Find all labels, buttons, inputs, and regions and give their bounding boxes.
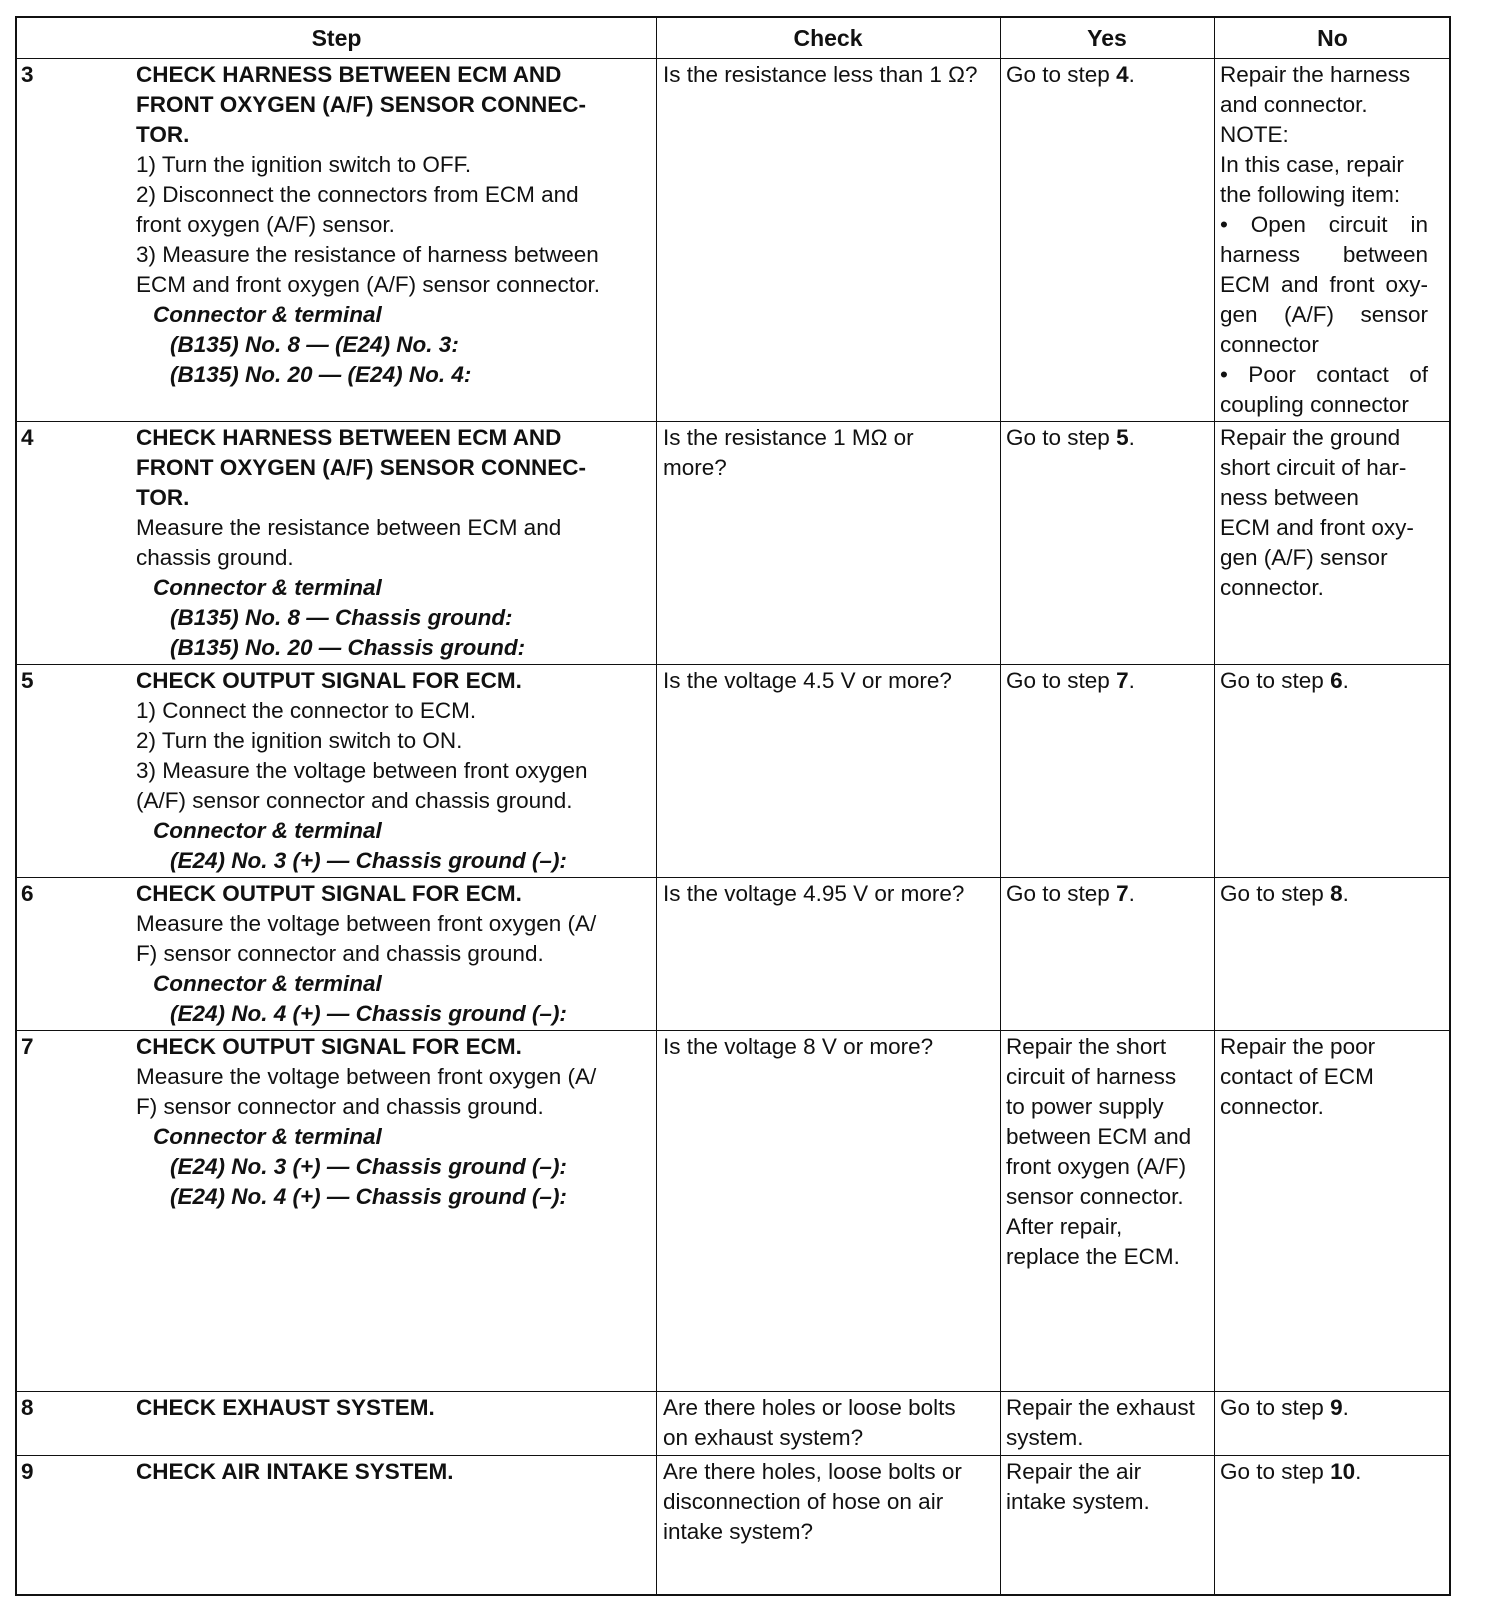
step-reference: 6: [1330, 668, 1343, 693]
period: .: [1342, 1395, 1349, 1420]
yes-action: [1006, 60, 1135, 90]
no-action: [1220, 60, 1428, 420]
period: .: [1128, 62, 1135, 87]
yes-line: Repair the air: [1006, 1459, 1142, 1484]
connector-terminal-line: (E24) No. 4 (+) — Chassis ground (–):: [170, 1001, 567, 1026]
step-reference: 4: [1116, 62, 1129, 87]
connector-terminal-line: (B135) No. 20 — (E24) No. 4:: [170, 362, 472, 387]
no-line: In this case, repair: [1220, 152, 1404, 177]
no-line: contact of ECM: [1220, 1064, 1374, 1089]
check-line: disconnection of hose on air: [663, 1489, 944, 1514]
step-title-line: CHECK OUTPUT SIGNAL FOR ECM.: [136, 668, 522, 693]
step-body-line: 2) Turn the ignition switch to ON.: [136, 728, 463, 753]
step-body-line: Measure the voltage between front oxygen (A/: [136, 1064, 597, 1089]
step-body-line: chassis ground.: [136, 545, 294, 570]
yes-line: [1006, 60, 1135, 90]
no-line: [1220, 879, 1349, 909]
yes-action: [1006, 1032, 1191, 1272]
step-number: 7: [21, 1034, 34, 1059]
check-line: on exhaust system?: [663, 1425, 864, 1450]
yes-action: [1006, 666, 1135, 696]
connector-heading: Connector & terminal: [153, 971, 382, 996]
step-title-line: FRONT OXYGEN (A/F) SENSOR CONNEC-: [136, 92, 587, 117]
step-number: 5: [21, 668, 34, 693]
step-title-line: CHECK OUTPUT SIGNAL FOR ECM.: [136, 1034, 522, 1059]
yes-line: Repair the short: [1006, 1034, 1167, 1059]
no-line: ness between: [1220, 485, 1359, 510]
no-action: [1220, 423, 1414, 603]
no-line: ECM and front oxy-: [1220, 272, 1428, 297]
row-divider: [17, 58, 1449, 59]
step-title-line: CHECK HARNESS BETWEEN ECM AND: [136, 425, 562, 450]
period: .: [1342, 668, 1349, 693]
yes-line: After repair,: [1006, 1214, 1123, 1239]
no-line: connector.: [1220, 1094, 1324, 1119]
step-body-line: F) sensor connector and chassis ground.: [136, 1094, 544, 1119]
step-title-line: CHECK AIR INTAKE SYSTEM.: [136, 1459, 454, 1484]
yes-line: front oxygen (A/F): [1006, 1154, 1187, 1179]
row-divider: [17, 1391, 1449, 1392]
no-action: [1220, 879, 1349, 909]
connector-terminal-line: (E24) No. 3 (+) — Chassis ground (–):: [170, 848, 567, 873]
connector-heading: Connector & terminal: [153, 575, 382, 600]
row-divider: [17, 1455, 1449, 1456]
connector-terminal-line: (E24) No. 4 (+) — Chassis ground (–):: [170, 1184, 567, 1209]
column-divider: [656, 18, 657, 1594]
yes-line: system.: [1006, 1425, 1084, 1450]
no-line: gen (A/F) sensor: [1220, 302, 1428, 327]
step-number: 9: [21, 1459, 34, 1484]
step-reference: 8: [1330, 881, 1343, 906]
period: .: [1342, 881, 1349, 906]
no-action: [1220, 1393, 1349, 1423]
yes-line: circuit of harness: [1006, 1064, 1177, 1089]
check-line: more?: [663, 455, 727, 480]
check-line: Is the voltage 8 V or more?: [663, 1034, 934, 1059]
step-title-line: FRONT OXYGEN (A/F) SENSOR CONNEC-: [136, 455, 587, 480]
go-to-text: Go to step: [1220, 1395, 1331, 1420]
header-yes: Yes: [1087, 25, 1127, 51]
yes-line: [1006, 666, 1135, 696]
yes-line: sensor connector.: [1006, 1184, 1184, 1209]
no-line: short circuit of har-: [1220, 455, 1407, 480]
no-line: connector: [1220, 332, 1319, 357]
step-description: [136, 60, 600, 390]
check-text: [663, 423, 914, 483]
connector-terminal-line: (B135) No. 20 — Chassis ground:: [170, 635, 526, 660]
header-no: No: [1317, 25, 1348, 51]
no-line: coupling connector: [1220, 392, 1409, 417]
connector-terminal-line: (B135) No. 8 — Chassis ground:: [170, 605, 513, 630]
check-line: Are there holes, loose bolts or: [663, 1459, 962, 1484]
step-reference: 7: [1116, 881, 1129, 906]
no-line: [1220, 1457, 1361, 1487]
row-divider: [17, 1030, 1449, 1031]
check-line: Is the voltage 4.95 V or more?: [663, 881, 965, 906]
no-line: • Open circuit in: [1220, 212, 1428, 237]
connector-terminal-line: (B135) No. 8 — (E24) No. 3:: [170, 332, 459, 357]
no-line: gen (A/F) sensor: [1220, 545, 1388, 570]
step-title-line: CHECK OUTPUT SIGNAL FOR ECM.: [136, 881, 522, 906]
yes-line: [1006, 879, 1135, 909]
yes-line: between ECM and: [1006, 1124, 1192, 1149]
column-divider: [1214, 18, 1215, 1594]
step-title-line: TOR.: [136, 122, 190, 147]
no-line: Repair the harness: [1220, 62, 1411, 87]
step-title-line: CHECK HARNESS BETWEEN ECM AND: [136, 62, 562, 87]
no-line: Repair the ground: [1220, 425, 1401, 450]
go-to-text: Go to step: [1220, 668, 1331, 693]
step-body-line: Measure the resistance between ECM and: [136, 515, 562, 540]
step-description: [136, 423, 586, 663]
no-line: and connector.: [1220, 92, 1368, 117]
step-description: [136, 666, 588, 876]
check-text: [663, 1457, 962, 1547]
step-title-line: TOR.: [136, 485, 190, 510]
step-description: [136, 879, 596, 1029]
go-to-text: Go to step: [1220, 1459, 1331, 1484]
go-to-text: Go to step: [1006, 62, 1117, 87]
step-body-line: F) sensor connector and chassis ground.: [136, 941, 544, 966]
no-line: harness between: [1220, 242, 1428, 267]
step-body-line: (A/F) sensor connector and chassis ground.: [136, 788, 573, 813]
no-line: • Poor contact of: [1220, 362, 1428, 387]
step-number: 3: [21, 62, 34, 87]
yes-line: intake system.: [1006, 1489, 1150, 1514]
check-text: [663, 60, 977, 90]
check-text: [663, 1032, 933, 1062]
step-title-line: CHECK EXHAUST SYSTEM.: [136, 1395, 435, 1420]
step-body-line: 3) Measure the voltage between front oxygen: [136, 758, 588, 783]
yes-line: [1006, 423, 1135, 453]
step-reference: 10: [1330, 1459, 1356, 1484]
step-reference: 7: [1116, 668, 1129, 693]
no-line: the following item:: [1220, 182, 1401, 207]
step-number: 4: [21, 425, 34, 450]
check-line: Are there holes or loose bolts: [663, 1395, 956, 1420]
step-reference: 9: [1330, 1395, 1343, 1420]
step-body-line: 2) Disconnect the connectors from ECM and: [136, 182, 579, 207]
header-step: Step: [311, 25, 362, 51]
check-line: Is the resistance 1 MΩ or: [663, 425, 914, 450]
yes-action: [1006, 879, 1135, 909]
go-to-text: Go to step: [1006, 668, 1117, 693]
step-body-line: front oxygen (A/F) sensor.: [136, 212, 395, 237]
no-line: [1220, 666, 1349, 696]
check-text: [663, 666, 952, 696]
check-line: Is the resistance less than 1 Ω?: [663, 62, 978, 87]
no-line: Repair the poor: [1220, 1034, 1376, 1059]
period: .: [1355, 1459, 1362, 1484]
no-action: [1220, 1457, 1361, 1487]
step-body-line: ECM and front oxygen (A/F) sensor connector.: [136, 272, 600, 297]
header-check: Check: [793, 25, 863, 51]
connector-terminal-line: (E24) No. 3 (+) — Chassis ground (–):: [170, 1154, 567, 1179]
connector-heading: Connector & terminal: [153, 1124, 382, 1149]
yes-action: [1006, 1393, 1195, 1453]
step-body-line: Measure the voltage between front oxygen (A/: [136, 911, 597, 936]
period: .: [1128, 668, 1135, 693]
no-line: NOTE:: [1220, 122, 1289, 147]
step-number: 6: [21, 881, 34, 906]
period: .: [1128, 425, 1135, 450]
connector-heading: Connector & terminal: [153, 302, 382, 327]
no-line: ECM and front oxy-: [1220, 515, 1414, 540]
go-to-text: Go to step: [1006, 425, 1117, 450]
check-text: [663, 879, 964, 909]
step-body-line: 1) Turn the ignition switch to OFF.: [136, 152, 472, 177]
step-reference: 5: [1116, 425, 1129, 450]
yes-line: Repair the exhaust: [1006, 1395, 1195, 1420]
step-description: [136, 1457, 454, 1487]
yes-action: [1006, 423, 1135, 453]
no-line: [1220, 1393, 1349, 1423]
step-description: [136, 1032, 596, 1212]
row-divider: [17, 877, 1449, 878]
row-divider: [17, 664, 1449, 665]
check-line: Is the voltage 4.5 V or more?: [663, 668, 952, 693]
go-to-text: Go to step: [1220, 881, 1331, 906]
no-action: [1220, 666, 1349, 696]
step-body-line: 1) Connect the connector to ECM.: [136, 698, 477, 723]
step-description: [136, 1393, 435, 1423]
step-body-line: 3) Measure the resistance of harness between: [136, 242, 599, 267]
diagnostic-table: [15, 16, 1451, 1596]
column-divider: [1000, 18, 1001, 1594]
period: .: [1128, 881, 1135, 906]
check-text: [663, 1393, 956, 1453]
step-number: 8: [21, 1395, 34, 1420]
no-line: connector.: [1220, 575, 1324, 600]
row-divider: [17, 421, 1449, 422]
check-line: intake system?: [663, 1519, 814, 1544]
no-action: [1220, 1032, 1375, 1122]
connector-heading: Connector & terminal: [153, 818, 382, 843]
yes-action: [1006, 1457, 1150, 1517]
yes-line: replace the ECM.: [1006, 1244, 1180, 1269]
go-to-text: Go to step: [1006, 881, 1117, 906]
yes-line: to power supply: [1006, 1094, 1164, 1119]
